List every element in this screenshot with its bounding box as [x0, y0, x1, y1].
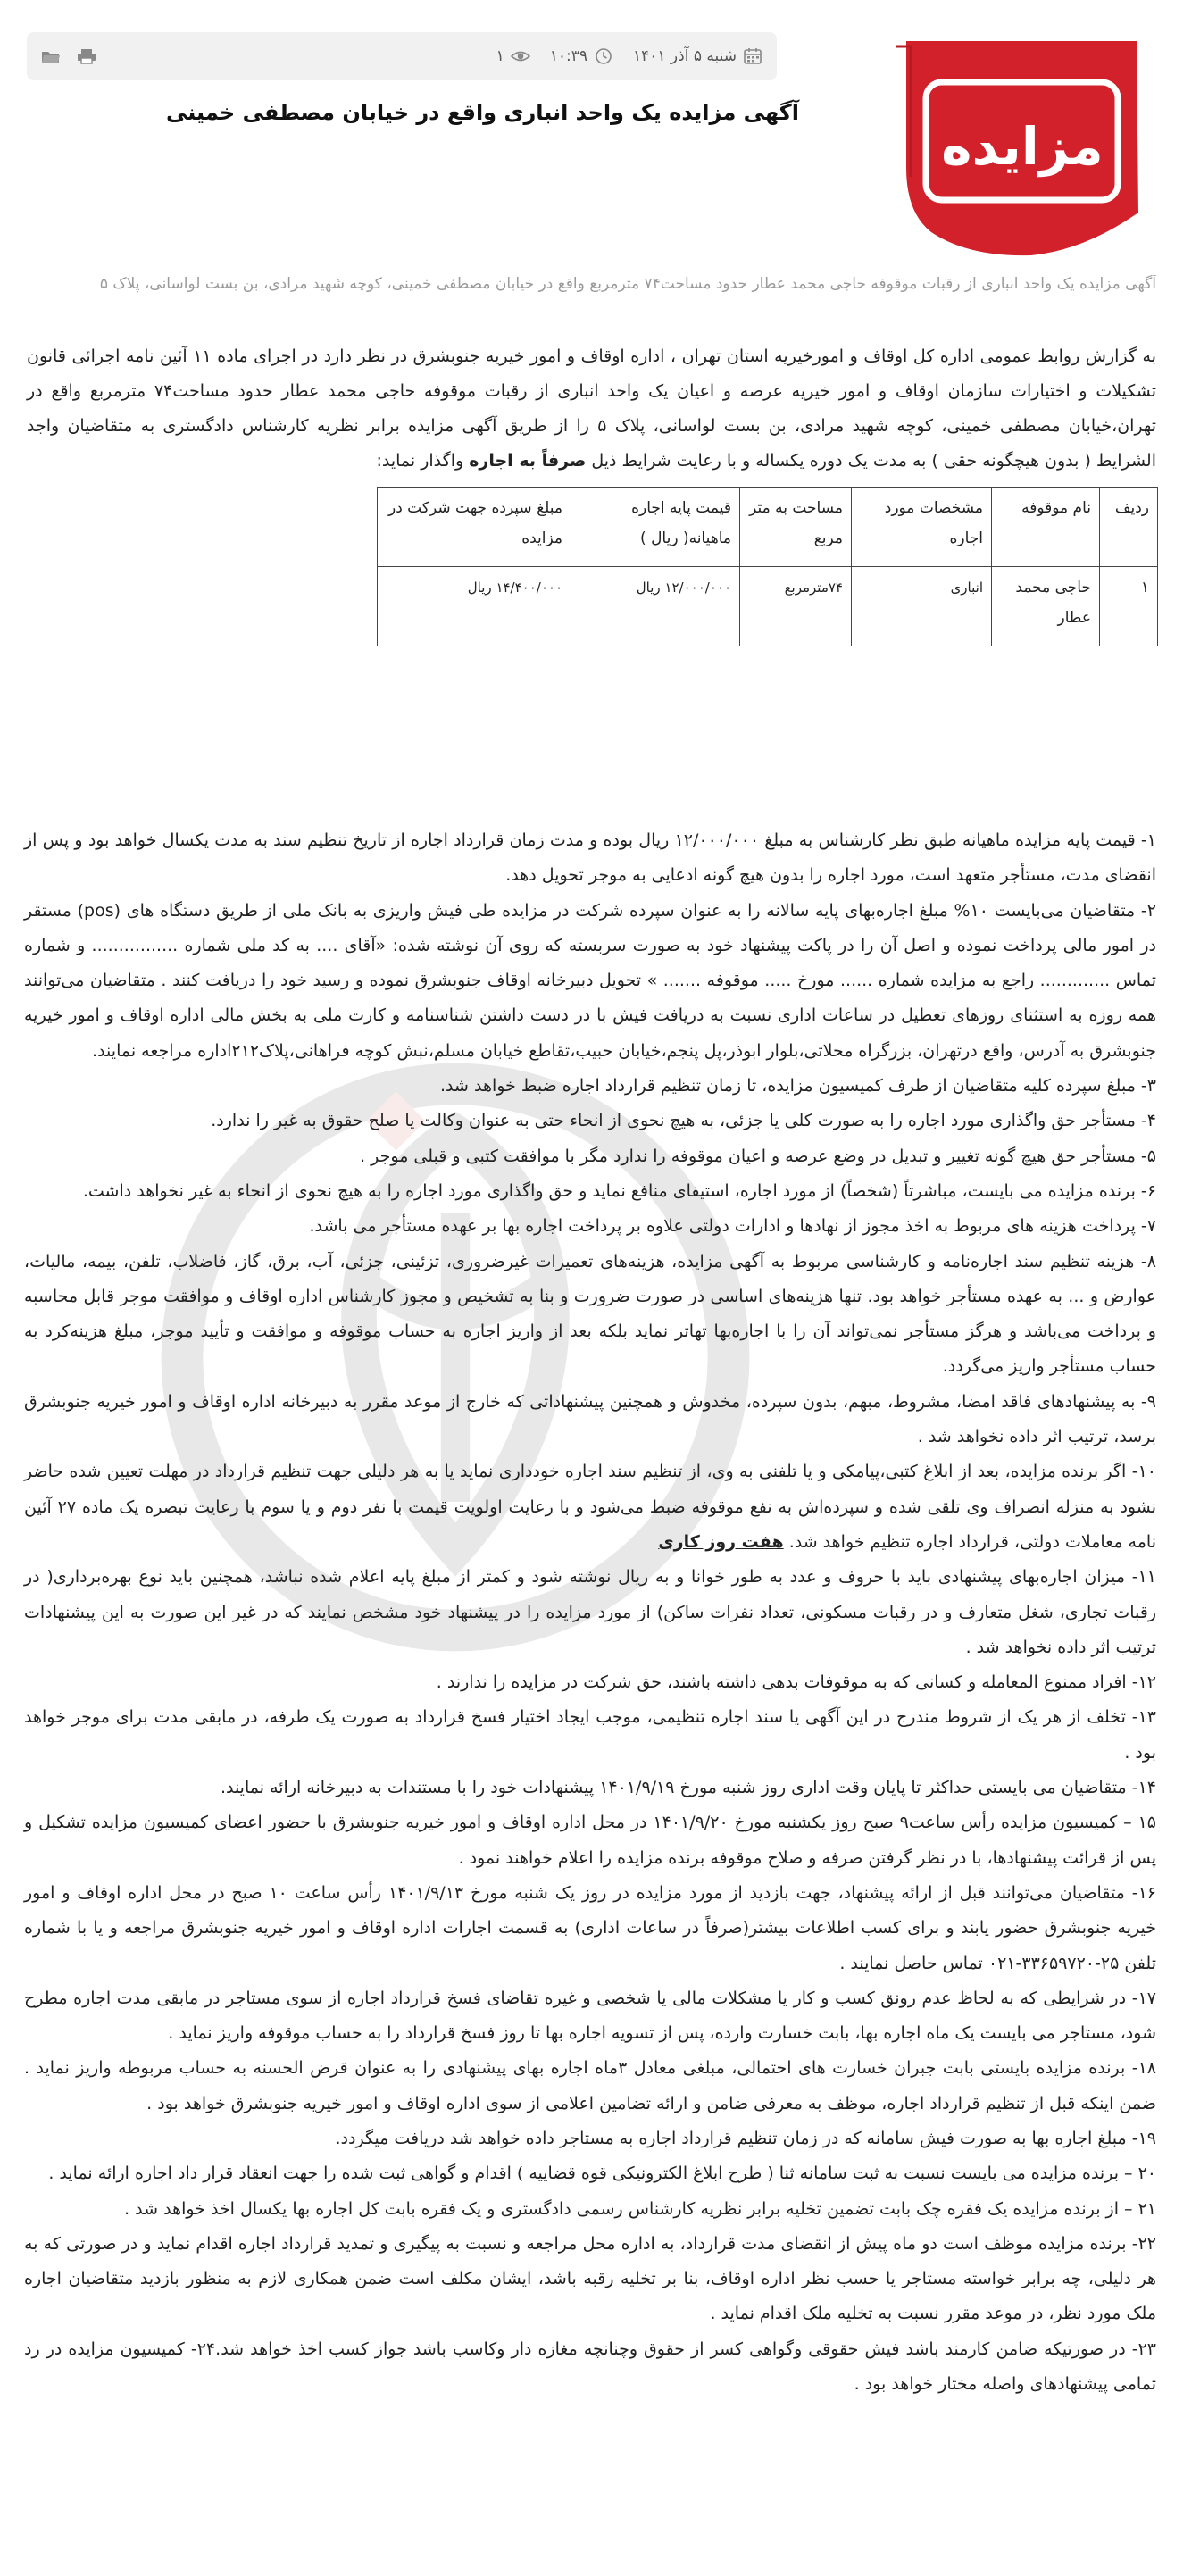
article-intro — [27, 339, 1156, 479]
list-item: ۵- مستأجر حق هیچ گونه تغییر و تبدیل در وضع عرصه و اعیان موقوفه را ندارد مگر با موافقت کتبی و قبلی موجر . — [360, 1146, 1156, 1166]
time-meta — [550, 47, 613, 65]
list-item: ۲۲- برنده مزایده موظف است دو ماه پیش از انقضای مدت قرارداد، به اداره محل مراجعه و نسبت به پیگیری و تمدید قرارداد اجاره اقدام نماید و در صورتی که به هر دلیلی، چه برابر خواسته مستاجر یا حسب نظر اداره اوقاف، بنا بر تخلیه رقبه باشد، ایشان مکلف است ضمن همکاری لازم به منظور بازدید متقاضیان اجاره ملک مورد نظر، در موعد مقرر نسبت به تخلیه ملک اقدام نماید . — [24, 2233, 1156, 2324]
badge-label: مزایده — [941, 116, 1104, 177]
table-cell: انباری — [852, 567, 992, 646]
table-row — [378, 567, 1158, 646]
clock-icon — [594, 47, 613, 65]
calendar-icon — [743, 47, 762, 65]
view-count: ۱ — [496, 47, 504, 65]
list-item: ۶- برنده مزایده می بایست، مباشرتاً (شخصاً) از مورد اجاره، استیفای منافع نماید و حق واگذاری مورد اجاره را به هیچ نحوی از انحاء به غیر نخواهد داشت. — [82, 1180, 1156, 1201]
list-item: ۲- متقاضیان می‌بایست ۱۰% مبلغ اجاره‌بهای پایه سالانه را به عنوان سپرده شرکت در مزایده طی فیش واریزی به بانک ملی از طریق دستگاه های (pos) مستقر در امور مالی پرداخت نموده و اصل آن را در پاکت پیشنهاد خود به صورت سربسته که روی آن نوشته شده: «آقای .... به کد ملی شماره ................ و شماره تماس ............. راجع به مزایده شماره ...... مورخ ..... موقوفه ....... » تحویل دبیرخانه اوقاف جنوبشرق نموده و رسید خود را دریافت کنند . متقاضیان می‌توانند همه روزه به استثنای روزهای تعطیل در ساعات اداری نسبت به دریافت فیش با در دست داشتن شناسنامه و کارت ملی به بخش مالی اداره اوقاف و امور خیریه جنوبشرق به آدرس، واقع درتهران، بزرگراه محلاتی،بلوار ابوذر،پل پنجم،خیابان حبیب،تقاطع خیابان مسلم،نبش کوچه فراهانی،پلاک۲۱۲اداره مراجعه نمایند. — [24, 900, 1156, 1061]
table-header: مبلغ سپرده جهت شرکت در مزایده — [378, 488, 571, 567]
table-header: نام موقوفه — [992, 488, 1100, 567]
table-cell: ۱ — [1100, 567, 1158, 646]
list-item: ۱- قیمت پایه مزایده ماهیانه طبق نظر کارشناس به مبلغ ۱۲/۰۰۰/۰۰۰ ریال بوده و مدت زمان قرارداد اجاره از تاریخ تنظیم سند به مدت یکسال خواهد بود و پس از انقضای مدت، مستأجر متعهد است، مورد اجاره را بدون هیچ گونه ادعایی به موجر تحویل دهد. — [24, 830, 1156, 886]
page-title: آگهی مزایده یک واحد انباری واقع در خیابان مصطفی خمینی — [165, 100, 799, 125]
eye-icon — [511, 47, 530, 65]
table-header: قیمت پایه اجاره ماهیانه( ریال ) — [571, 488, 740, 567]
table-header-row — [378, 488, 1158, 567]
publish-date: شنبه ۵ آذر ۱۴۰۱ — [632, 47, 737, 65]
table-cell: حاجی محمد عطار — [992, 567, 1100, 646]
list-item: ۱۲- افراد ممنوع المعامله و کسانی که به موقوفات بدهی داشته باشند، حق شرکت در مزایده را ندارند . — [436, 1672, 1156, 1693]
list-item: ۲۳- در صورتیکه ضامن کارمند باشد فیش حقوقی وگواهی کسر از حقوق وچنانچه مغازه دار وکاسب باشد جواز کسب اخذ خواهد شد.۲۴- کمیسیون مزایده در رد تمامی پیشنهادهای واصله مختار خواهد بود . — [24, 2338, 1156, 2395]
article-tools — [41, 47, 96, 65]
list-item: ۱۸- برنده مزایده بایستی بابت جبران خسارت های احتمالی، مبلغی معادل ۳ماه اجاره بهای پیشنهادی را به عنوان قرض الحسنه به حساب مربوطه واریز نماید . ضمن اینکه قبل از تنظیم قرارداد اجاره، موظف به معرفی ضامن و ارائه تضامین اعلامی از سوی اداره اوقاف و امور خیریه جنوبشرق خواهد بود . — [24, 2058, 1156, 2113]
article-summary: آگهی مزایده یک واحد انباری از رقبات موقوفه حاجی محمد عطار حدود مساحت۷۴ مترمربع واقع در خیابان مصطفی خمینی، کوچه شهید مرادی، بن بست لواسانی، پلاک ۵ — [99, 275, 1156, 293]
item10-text: ۱۰- اگر برنده مزایده، بعد از ابلاغ کتبی،پیامکی و یا تلفنی به وی، از تنظیم سند اجاره خودداری نماید یا به هر دلیلی جهت تنظیم قرارداد در مهلت تعیین شده حاضر نشود به منزله انصراف وی تلقی شده و سپرده‌اش به نفع موقوفه ضبط می‌شود و با رعایت اولویت قیمت با نفر دوم و یا سوم با رعایت تبصره یک ماده ۲۷ آئین نامه معاملات دولتی، قرارداد اجاره تنظیم خواهد شد. — [24, 1462, 1156, 1552]
list-item: ۱۹- مبلغ اجاره بها به صورت فیش سامانه که در زمان تنظیم قرارداد اجاره به مستاجر داده خواهد شد دریافت میگردد. — [335, 2128, 1156, 2148]
list-item: ۱۷- در شرایطی که به لحاظ عدم رونق کسب و کار یا مشکلات مالی یا شخصی و غیره تقاضای فسخ قرارداد اجاره از سوی مستاجر در مابقی مدت اجاره مطرح شود، مستاجر می بایست یک ماه اجاره بها، بابت خسارت وارده، پس از تسویه اجاره بها تا روز فسخ قرارداد را به حساب موقوفه واریز نماید . — [24, 1988, 1156, 2044]
auction-table — [377, 487, 1158, 646]
date-meta — [633, 47, 762, 65]
intro-bold: صرفاً به اجاره — [469, 451, 587, 471]
list-item: ۸- هزینه تنظیم سند اجاره‌نامه و کارشناسی مربوط به آگهی مزایده، هزینه‌های تعمیرات غیرضروری، تزئینی، جزئی، آب، برق، گاز، فاضلاب، تلفن، بیمه، مالیات، عوارض و ... به عهده مستأجر خواهد بود. تنها هزینه‌های اساسی در صورت ضرورت و بنا به تشخیص و مجوز کارشناس اداره اوقاف و موافقت موجر قابل محاسبه و پرداخت می‌باشد و هرگز مستأجر نمی‌تواند آن را با اجاره‌بها تهاتر نماید بلکه بعد از واریز اجاره به حساب موقوفه و موافقت و تأیید موجر، مبلغ هزینه‌کرد به حساب مستأجر واریز می‌گردد. — [24, 1251, 1156, 1377]
print-icon[interactable] — [77, 47, 96, 65]
list-item: ۴- مستأجر حق واگذاری مورد اجاره را به صورت کلی یا جزئی، به هیچ نحوی از انحاء حتی به عنوان وکالت یا صلح حقوق به غیر را ندارد. — [211, 1111, 1156, 1131]
article-meta — [496, 47, 762, 65]
table-header: ردیف — [1100, 488, 1158, 567]
table-header: مشخصات مورد اجاره — [852, 488, 992, 567]
list-item: ۱۶- متقاضیان می‌توانند قبل از ارائه پیشنهاد، جهت بازدید از مورد مزایده در روز یک شنبه مورخ ۱۴۰۱/۹/۱۳ رأس ساعت ۱۰ صبح در محل اداره اوقاف و امور خیریه جنوبشرق حضور یابند و برای کسب اطلاعات بیشتر(صرفاً در ساعات اداری) به قسمت اجارات اداره اوقاف و امور خیریه جنوبشرق مراجعه و یا با شماره تلفن ۲۵-۳۳۶۵۹۷۲۰-۰۲۱ تماس حاصل نمایند . — [24, 1882, 1157, 1973]
intro-tail: واگذار نماید: — [376, 451, 470, 471]
list-item: ۲۱ – از برنده مزایده یک فقره چک بابت تضمین تخلیه برابر نظریه کارشناس رسمی دادگستری و یک فقره بابت کل اجاره بها یکسال اخذ خواهد شد . — [124, 2198, 1156, 2219]
table-cell: ۷۴مترمربع — [740, 567, 852, 646]
conditions-list — [24, 823, 1156, 2402]
views-meta — [496, 47, 530, 65]
table-cell: ۱۴/۴۰۰/۰۰۰ ریال — [378, 567, 571, 646]
list-item: ۱۴- متقاضیان می بایستی حداکثر تا پایان وقت اداری روز شنبه مورخ ۱۴۰۱/۹/۱۹ پیشنهادات خود را با مستندات به دبیرخانه ارائه نمایند. — [220, 1778, 1156, 1798]
table-cell: ۱۲/۰۰۰/۰۰۰ ریال — [571, 567, 740, 646]
item10-emphasis: هفت روز کاری — [658, 1531, 784, 1552]
intro-text: به گزارش روابط عمومی اداره کل اوقاف و امورخیریه استان تهران ، اداره اوقاف و امور خیریه جنوبشرق در نظر دارد در اجرای ماده ۱۱ آئین نامه اجرائی قانون تشکیلات و اختیارات سازمان اوقاف و امور خیریه عرصه و اعیان یک واحد انباری از رقبات موقوفه حاجی محمد عطار حدود مساحت۷۴ مترمربع واقع در تهران،خیابان مصطفی خمینی، کوچه شهید مرادی، بن بست لواسانی، پلاک ۵ را از طریق آگهی مزایده برابر نظریه کارشناس دادگستری به متقاضیان واجد الشرایط ( بدون هیچگونه حقی ) به مدت یک دوره یکساله و با رعایت شرایط ذیل — [27, 346, 1157, 471]
auction-badge — [871, 34, 1156, 257]
list-item-10 — [24, 1455, 1156, 1560]
list-item: ۷- پرداخت هزینه های مربوط به اخذ مجوز از نهادها و ادارات دولتی علاوه بر پرداخت اجاره بها بر عهده مستأجر می باشد. — [309, 1216, 1156, 1237]
list-item: ۹- به پیشنهادهای فاقد امضا، مشروط، مبهم، بدون سپرده، مخدوش و همچنین پیشنهاداتی که خارج از موعد مقرر به دبیرخانه اداره اوقاف و امور خیریه جنوبشرق برسد، ترتیب اثر داده نخواهد شد . — [24, 1391, 1156, 1447]
publish-time: ۱۰:۳۹ — [549, 47, 587, 65]
table-header: مساحت به متر مربع — [740, 488, 852, 567]
list-item: ۱۳- تخلف از هر یک از شروط مندرج در این آگهی یا سند اجاره تنظیمی، موجب ایجاد اختیار فسخ قرارداد به صورت یک طرفه، در مابقی مدت برای موجر خواهد بود . — [24, 1707, 1156, 1763]
list-item: ۳- مبلغ سپرده کلیه متقاضیان از طرف کمیسیون مزایده، تا زمان تنظیم قرارداد اجاره ضبط خواهد شد. — [440, 1076, 1156, 1096]
folder-icon[interactable] — [41, 47, 61, 65]
intro-paragraph — [27, 339, 1156, 479]
article-toolbar — [27, 32, 777, 80]
list-item: ۲۰ – برنده مزایده می بایست نسبت به ثبت سامانه ثنا ( طرح ابلاغ الکترونیکی قوه قضاییه ) اقدام و گواهی ثبت شده را جهت انعقاد قرار داد اجاره ارائه نماید . — [48, 2163, 1156, 2184]
list-item: ۱۵ – کمیسیون مزایده رأس ساعت۹ صبح روز یکشنبه مورخ ۱۴۰۱/۹/۲۰ در محل اداره اوقاف و امور خیریه جنوبشرق با حضور اعضای کمیسیون مزایده تشکیل و پس از قرائت پیشنهادها، با در نظر گرفتن صرفه و صلاح موقوفه برنده مزایده را اعلام خواهند نمود . — [24, 1813, 1157, 1868]
list-item: ۱۱- میزان اجاره‌بهای پیشنهادی باید با حروف و عدد به طور خوانا و به ریال نوشته شود و کمتر از مبلغ پایه اعلام شده نباشد، همچنین باید نوع بهره‌برداری( در رقبات تجاری، شغل متعارف و در رقبات مسکونی، تعداد نفرات ساکن) از مورد مزایده را در پیشنهاد خود مشخص نمایند که در غیر این صورت به این پیشنهادات ترتیب اثر داده نخواهد شد . — [24, 1567, 1156, 1657]
